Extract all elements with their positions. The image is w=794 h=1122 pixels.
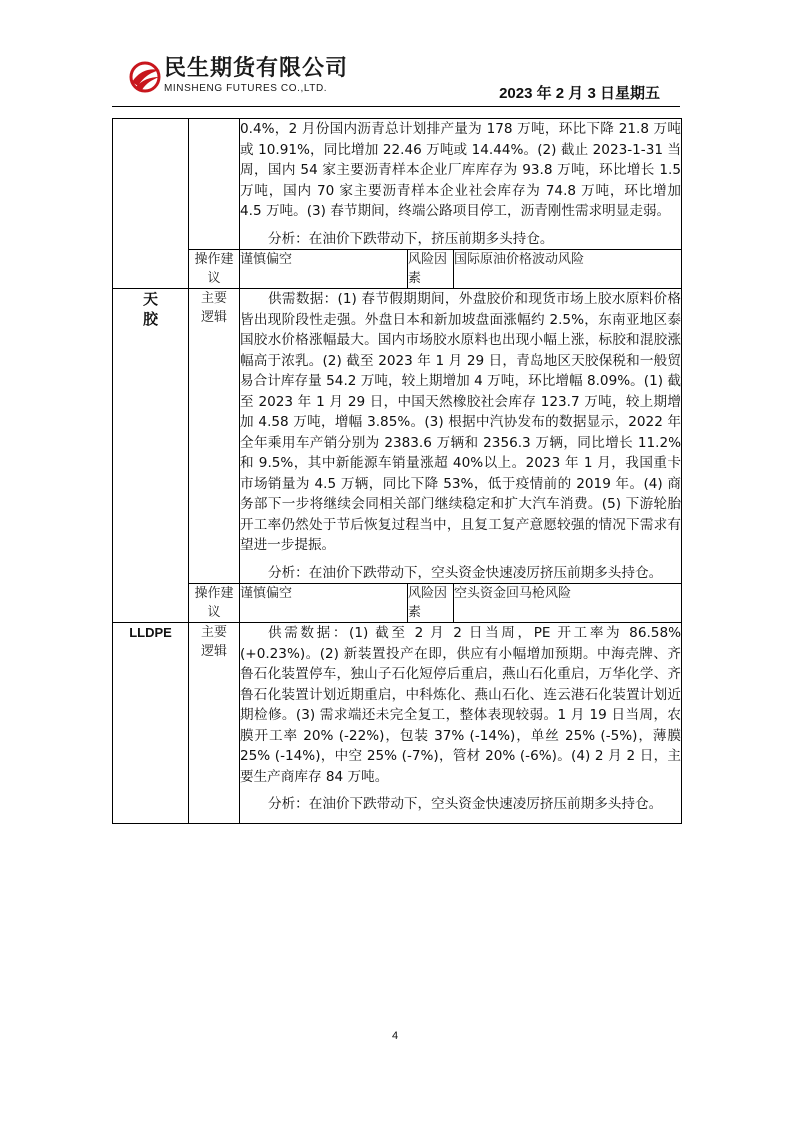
rubber-risk-value: 空头资金回马枪风险 [454, 584, 682, 623]
rubber-op-value: 谨慎偏空 [240, 584, 408, 623]
rubber-category-cell [113, 289, 189, 623]
minsheng-logo-icon [128, 60, 162, 94]
lldpe-logic-label: 主要逻辑 [189, 623, 240, 824]
rubber-logic-label: 主要逻辑 [189, 289, 240, 584]
lldpe-logic-text: 供需数据：(1) 截至 2 月 2 日当周，PE 开工率为 86.58% (+0.23%)。(2) 新装置投产在即，供应有小幅增加预期。中海壳牌、齐鲁石化装置停车，独山子石化短停后重启，燕山石化重启，万华化学、齐鲁石化装置计划近期重启，中科炼化、燕山石化、连云港石化装置计划近期检修。(3) 需求端还未完全复工，整体表现较弱。1 月 19 日当周，农膜开工率 20% (-22%)，包装 37% (-14%)，单丝 25% (-5%)，薄膜 25% (-14%)，中空 25% (-7%)，管材 20% (-6%)。(4) 2 月 2 日，主要生产商库存 84 万吨。 [240, 625, 682, 785]
asphalt-risk-value: 国际原油价格波动风险 [454, 250, 682, 289]
company-logo [128, 56, 368, 102]
commodity-table [112, 118, 682, 824]
page-number: 4 [392, 1030, 399, 1042]
report-date: 2023 年 2 月 3 日星期五 [499, 85, 660, 102]
rubber-op-row [113, 584, 682, 623]
asphalt-op-row [113, 250, 682, 289]
rubber-analysis-text: 分析：在油价下跌带动下，空头资金快速凌厉挤压前期多头持仓。 [268, 564, 663, 581]
rubber-op-label: 操作建议 [189, 584, 240, 623]
logo-chinese-name: 民生期货有限公司 [164, 56, 349, 81]
asphalt-analysis-text: 分析：在油价下跌带动下，挤压前期多头持仓。 [268, 230, 554, 247]
rubber-logic-text: 供需数据：(1) 春节假期期间，外盘胶价和现货市场上胶水原料价格皆出现阶段性走强。外盘日本和新加坡盘面涨幅约 2.5%，东南亚地区泰国胶水价格涨幅最大。国内市场胶水原料也出现小幅上涨，标胶和混胶涨幅高于浓乳。(2) 截至 2023 年 1 月 29 日，青岛地区天胶保税和一般贸易合计库存量 54.2 万吨，较上期增加 4 万吨，环比增幅 8.09%。(1) 截至 2023 年 1 月 29 日，中国天然橡胶社会库存 123.7 万吨，较上期增加 4.58 万吨，增幅 3.85%。(3) 根据中汽协发布的数据显示，2022 年全年乘用车产销分别为 2383.6 万辆和 2356.3 万辆，同比增长 11.2%和 9.5%，其中新能源车销量涨超 40%以上。2023 年 1 月，我国重卡市场销量为 4.5 万辆，同比下降 53%，低于疫情前的 2019 年。(4) 商务部下一步将继续会同相关部门继续稳定和扩大汽车消费。(5) 下游轮胎开工率仍然处于节后恢复过程当中，且复工复产意愿较强的情况下需求有望进一步提振。 [240, 291, 682, 553]
rubber-logic-cell [240, 289, 682, 584]
rubber-logic-row [113, 289, 682, 584]
header-rule [112, 106, 680, 107]
asphalt-logic-label-cell [189, 119, 240, 250]
asphalt-op-value: 谨慎偏空 [240, 250, 408, 289]
lldpe-category-label: LLDPE [129, 625, 172, 640]
asphalt-op-label: 操作建议 [189, 250, 240, 289]
lldpe-category-cell [113, 623, 189, 824]
asphalt-logic-text: 0.4%，2 月份国内沥青总计划排产量为 178 万吨，环比下降 21.8 万吨或 10.91%，同比增加 22.46 万吨或 14.44%。(2) 截止 2023-1-31 当周，国内 54 家主要沥青样本企业厂库库存为 93.8 万吨，环比增长 1.5 万吨，国内 70 家主要沥青样本企业社会库存为 74.8 万吨，环比增加 4.5 万吨。(3) 春节期间，终端公路项目停工，沥青刚性需求明显走弱。 [240, 121, 682, 219]
asphalt-logic-row [113, 119, 682, 250]
logo-english-name: MINSHENG FUTURES CO.,LTD. [164, 83, 328, 94]
rubber-category-label: 天胶 [142, 290, 158, 328]
lldpe-analysis-text: 分析：在油价下跌带动下，空头资金快速凌厉挤压前期多头持仓。 [268, 796, 663, 812]
lldpe-logic-row [113, 623, 682, 824]
lldpe-logic-cell [240, 623, 682, 824]
asphalt-risk-label: 风险因素 [408, 250, 454, 289]
rubber-risk-label: 风险因素 [408, 584, 454, 623]
asphalt-category-cell [113, 119, 189, 289]
asphalt-logic-cell [240, 119, 682, 250]
